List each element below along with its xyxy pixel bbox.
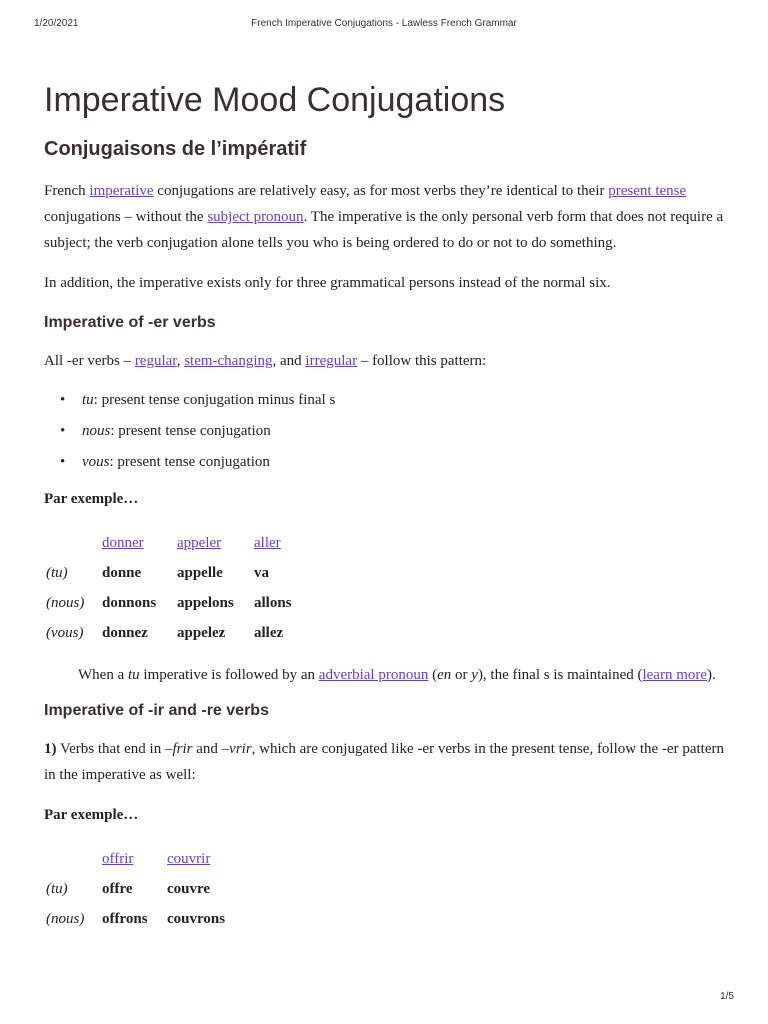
note-y: y — [471, 667, 478, 683]
offrir-link[interactable]: offrir — [102, 850, 134, 867]
table-cell: offre — [102, 880, 133, 897]
list-item — [44, 452, 734, 472]
table-row — [44, 618, 296, 648]
er-intro-text-3: , and — [272, 353, 306, 369]
couvrir-link[interactable]: couvrir — [167, 850, 211, 867]
intro-text-2: conjugations are relatively easy, as for most verbs they’re identical to their — [153, 183, 609, 199]
ir-re-verbs-heading: Imperative of -ir and -re verbs — [44, 702, 269, 719]
table-cell: appelons — [177, 594, 234, 611]
table-cell — [252, 528, 296, 558]
er-intro-text-2: , — [176, 353, 185, 369]
rule-pronoun: vous — [82, 454, 110, 470]
frir-vrir-paragraph — [44, 736, 734, 788]
point-frir: –frir — [164, 741, 193, 757]
table-cell — [100, 528, 175, 558]
table-cell: allons — [254, 594, 292, 611]
table-cell — [100, 844, 165, 874]
regular-link[interactable]: regular — [134, 353, 177, 369]
table-row — [44, 558, 296, 588]
aller-link[interactable]: aller — [254, 534, 281, 551]
point-text-3: , which are conjugated like -er verbs in the present tense, follow the -er pattern in the imperative as well: — [44, 741, 724, 783]
present-tense-link[interactable]: present tense — [608, 183, 687, 199]
note-text-3: ( — [428, 667, 438, 683]
table-cell: (nous) — [46, 594, 85, 611]
table-cell: (tu) — [46, 564, 68, 581]
irregular-link[interactable]: irregular — [305, 353, 358, 369]
article-content — [44, 78, 734, 948]
print-header — [0, 18, 768, 32]
table-cell: va — [254, 564, 269, 581]
intro-text-1: French — [44, 183, 90, 199]
final-s-note — [44, 662, 734, 688]
note-text-2: imperative is followed by an — [139, 667, 319, 683]
er-intro-text-1: All -er verbs – — [44, 353, 135, 369]
print-date: 1/20/2021 — [34, 18, 79, 29]
intro-paragraph — [44, 178, 734, 256]
table-cell: appelle — [177, 564, 223, 581]
table-cell: (vous) — [46, 624, 84, 641]
bullet-icon: • — [60, 392, 66, 408]
er-rules-list — [44, 390, 734, 472]
er-verbs-heading: Imperative of -er verbs — [44, 314, 216, 331]
er-conjugation-table — [44, 528, 296, 648]
note-text-4: or — [451, 667, 472, 683]
table-cell — [44, 844, 100, 874]
table-cell — [44, 528, 100, 558]
table-cell: couvre — [167, 880, 211, 897]
point-text-2: and — [192, 741, 222, 757]
example-label: Par exemple… — [44, 807, 139, 823]
bullet-icon: • — [60, 454, 66, 470]
appeler-link[interactable]: appeler — [177, 534, 222, 551]
rule-text: : present tense conjugation — [109, 454, 270, 470]
er-verbs-intro — [44, 348, 734, 374]
page-subtitle: Conjugaisons de l’impératif — [44, 138, 307, 160]
table-cell: (nous) — [46, 910, 85, 927]
note-tu: tu — [127, 667, 140, 683]
print-title: French Imperative Conjugations - Lawless French Grammar — [251, 18, 517, 29]
note-text-1: When a — [78, 667, 128, 683]
table-cell: appelez — [177, 624, 226, 641]
table-cell: donnons — [102, 594, 157, 611]
example-label: Par exemple… — [44, 491, 139, 507]
bullet-icon: • — [60, 423, 66, 439]
list-item — [44, 390, 734, 410]
note-text-5: ), the final s is maintained ( — [477, 667, 643, 683]
note-en: en — [437, 667, 452, 683]
table-row — [44, 874, 229, 904]
point-number: 1) — [44, 741, 57, 757]
table-row — [44, 528, 296, 558]
er-intro-text-4: – follow this pattern: — [357, 353, 487, 369]
donner-link[interactable]: donner — [102, 534, 144, 551]
table-row — [44, 844, 229, 874]
subject-pronoun-link[interactable]: subject pronoun — [207, 209, 304, 225]
intro-text-4: . The imperative is the only personal verb form that does not require a subject; the verb conjugation alone tells you who is being ordered to do or not to do something. — [44, 209, 724, 251]
adverbial-pronoun-link[interactable]: adverbial pronoun — [318, 667, 429, 683]
table-cell: donnez — [102, 624, 148, 641]
table-cell — [165, 844, 229, 874]
rule-text: : present tense conjugation — [110, 423, 271, 439]
imperative-link[interactable]: imperative — [89, 183, 154, 199]
three-persons-paragraph: In addition, the imperative exists only for three grammatical persons instead of the normal six. — [44, 275, 611, 291]
point-vrir: –vrir — [221, 741, 252, 757]
stem-changing-link[interactable]: stem-changing — [184, 353, 273, 369]
page-title: Imperative Mood Conjugations — [44, 81, 506, 119]
point-text-1: Verbs that end in — [56, 741, 165, 757]
note-text-6: ). — [707, 667, 716, 683]
table-cell: allez — [254, 624, 284, 641]
rule-pronoun: tu — [82, 392, 94, 408]
page-number: 1/5 — [720, 991, 734, 1002]
table-cell: offrons — [102, 910, 148, 927]
learn-more-link[interactable]: learn more — [642, 667, 708, 683]
table-cell: (tu) — [46, 880, 68, 897]
rule-text: : present tense conjugation minus final s — [93, 392, 336, 408]
intro-text-3: conjugations – without the — [44, 209, 208, 225]
table-cell: couvrons — [167, 910, 226, 927]
table-row — [44, 588, 296, 618]
list-item — [44, 421, 734, 441]
rule-pronoun: nous — [82, 423, 111, 439]
table-row — [44, 904, 229, 934]
table-cell — [175, 528, 252, 558]
table-cell: donne — [102, 564, 142, 581]
ir-conjugation-table — [44, 844, 229, 934]
